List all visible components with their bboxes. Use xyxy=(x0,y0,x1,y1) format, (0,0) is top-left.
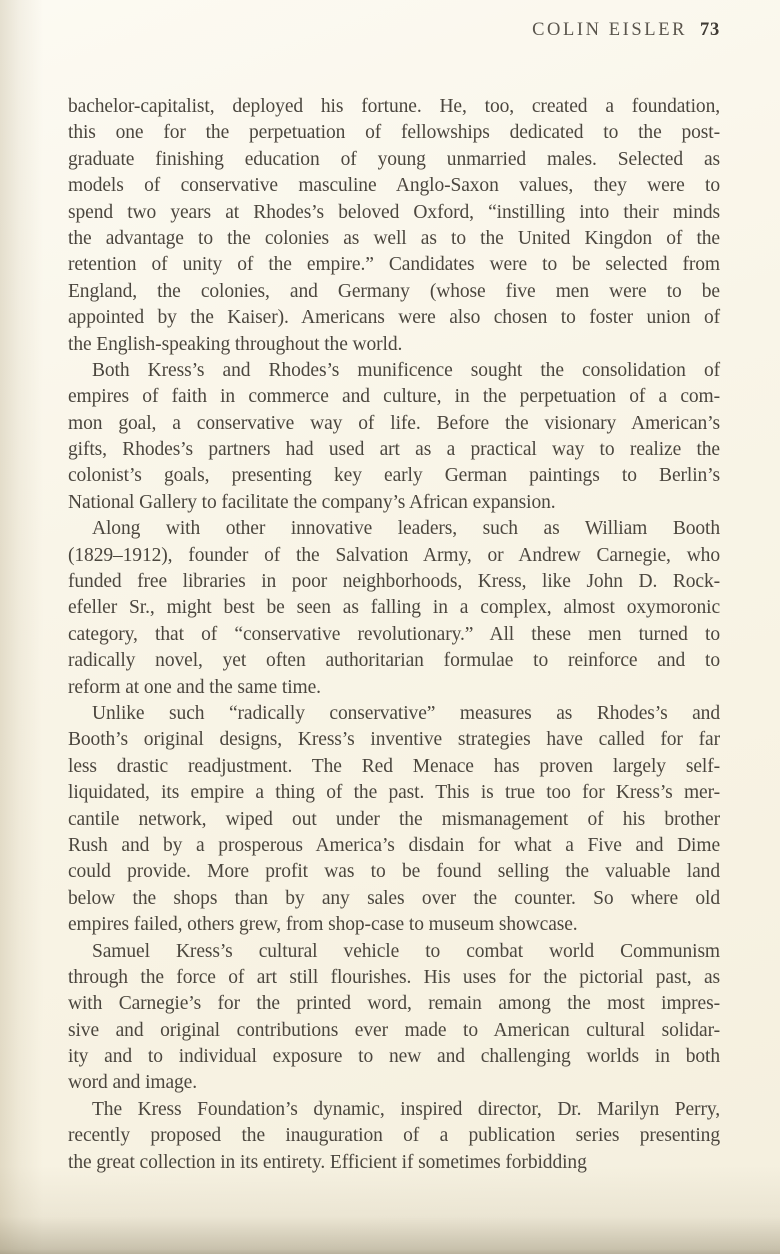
text-line: Samuel Kress’s cultural vehicle to combat world Communism xyxy=(92,940,720,962)
text-line: Unlike such “radically conservative” measures as Rhodes’s and xyxy=(92,702,720,724)
text-line: through the force of art still flourishes. His uses for the pictorial past, as xyxy=(68,966,720,988)
text-line: mon goal, a conservative way of life. Before the visionary American’s xyxy=(68,412,720,434)
text-line: gifts, Rhodes’s partners had used art as a practical way to realize the xyxy=(68,439,720,461)
text-line: Both Kress’s and Rhodes’s munificence sought the consolidation of xyxy=(92,359,720,381)
text-line: the great collection in its entirety. Efficient if sometimes forbidding xyxy=(68,1151,587,1173)
paragraph xyxy=(68,94,720,358)
text-line: sive and original contributions ever made to American cultural solidar- xyxy=(68,1019,720,1041)
text-line: this one for the perpetuation of fellowships dedicated to the post- xyxy=(68,122,720,144)
text-line: National Gallery to facilitate the company’s African expansion. xyxy=(68,491,556,513)
text-line: radically novel, yet often authoritarian formulae to reinforce and to xyxy=(68,650,720,672)
text-line: funded free libraries in poor neighborhoods, Kress, like John D. Rock- xyxy=(68,571,720,593)
text-line: England, the colonies, and Germany (whose five men were to be xyxy=(68,280,720,302)
text-line: Booth’s original designs, Kress’s inventive strategies have called for far xyxy=(68,729,720,751)
text-line: with Carnegie’s for the printed word, remain among the most impres- xyxy=(68,993,720,1015)
text-line: graduate finishing education of young unmarried males. Selected as xyxy=(68,148,720,170)
text-line: spend two years at Rhodes’s beloved Oxford, “instilling into their minds xyxy=(68,201,720,223)
text-line: recently proposed the inauguration of a publication series presenting xyxy=(68,1125,720,1147)
text-line: below the shops than by any sales over the counter. So where old xyxy=(68,887,720,909)
text-line: liquidated, its empire a thing of the past. This is true too for Kress’s mer- xyxy=(68,782,720,804)
text-line: the English-speaking throughout the world. xyxy=(68,333,403,355)
paragraph xyxy=(68,358,720,516)
text-line: efeller Sr., might best be seen as falling in a complex, almost oxymoronic xyxy=(68,597,720,619)
text-line: The Kress Foundation’s dynamic, inspired director, Dr. Marilyn Perry, xyxy=(92,1098,720,1120)
text-line: less drastic readjustment. The Red Menace has proven largely self- xyxy=(68,755,720,777)
text-line: empires of faith in commerce and culture, in the perpetuation of a com- xyxy=(68,386,720,408)
text-line: colonist’s goals, presenting key early German paintings to Berlin’s xyxy=(68,465,720,487)
text-line: bachelor-capitalist, deployed his fortune. He, too, created a foundation, xyxy=(68,96,720,117)
text-line: Rush and by a prosperous America’s disdain for what a Five and Dime xyxy=(68,834,720,856)
running-head xyxy=(68,18,720,42)
page-number: 73 xyxy=(700,20,720,40)
text-line: (1829–1912), founder of the Salvation Army, or Andrew Carnegie, who xyxy=(68,544,720,566)
text-line: ity and to individual exposure to new and challenging worlds in both xyxy=(68,1046,720,1068)
text-line: models of conservative masculine Anglo-Saxon values, they were to xyxy=(68,175,720,197)
text-line: empires failed, others grew, from shop-case to museum showcase. xyxy=(68,914,578,936)
running-head-author: COLIN EISLER xyxy=(532,20,688,40)
text-line: word and image. xyxy=(68,1072,198,1094)
text-line: cantile network, wiped out under the mismanagement of his brother xyxy=(68,808,720,830)
paragraph xyxy=(68,939,720,1097)
body-text xyxy=(68,94,720,1176)
text-line: could provide. More profit was to be found selling the valuable land xyxy=(68,861,720,883)
text-line: the advantage to the colonies as well as to the United Kingdon of the xyxy=(68,227,720,249)
paragraph xyxy=(68,701,720,939)
paragraph xyxy=(68,1097,720,1176)
paragraph xyxy=(68,516,720,701)
text-line: reform at one and the same time. xyxy=(68,676,321,698)
text-line: Along with other innovative leaders, such as William Booth xyxy=(92,518,720,540)
text-line: retention of unity of the empire.” Candidates were to be selected from xyxy=(68,254,720,276)
text-line: category, that of “conservative revolutionary.” All these men turned to xyxy=(68,623,720,645)
text-line: appointed by the Kaiser). Americans were also chosen to foster union of xyxy=(68,307,720,329)
